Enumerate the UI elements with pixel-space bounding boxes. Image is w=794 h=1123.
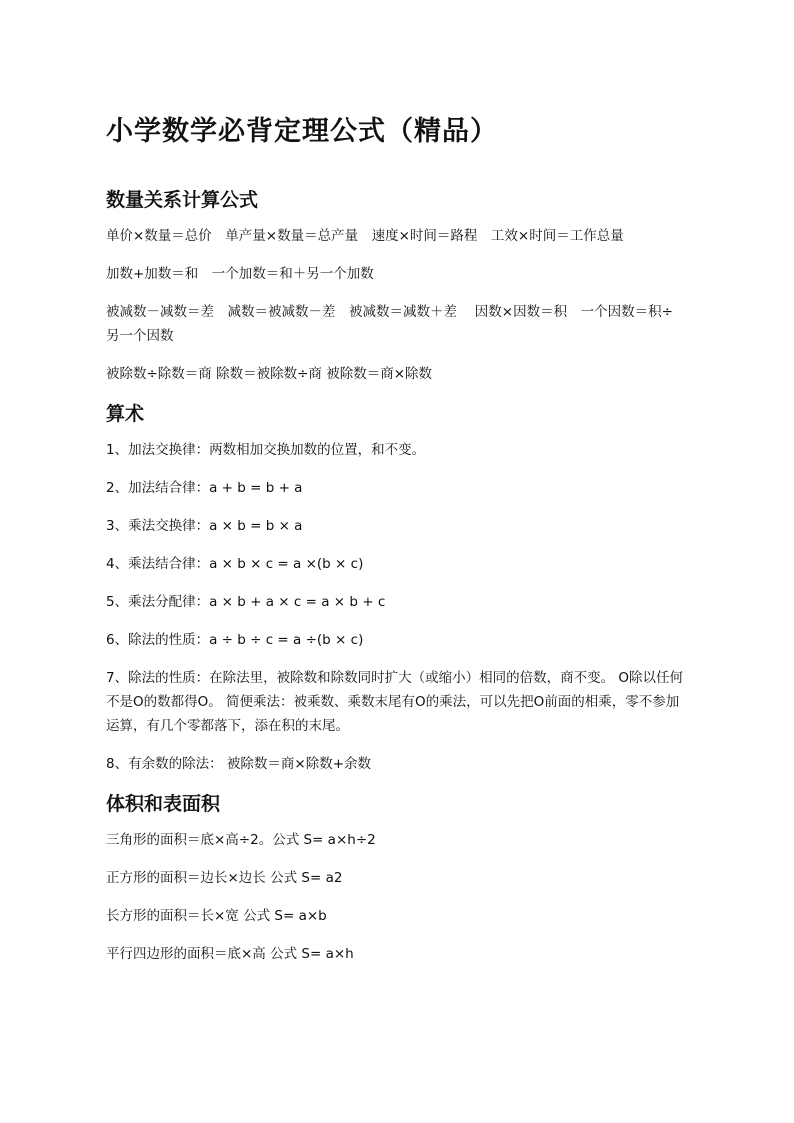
paragraph: 长方形的面积＝长×宽 公式 S= a×b	[106, 908, 327, 924]
paragraph: 三角形的面积＝底×高÷2。公式 S= a×h÷2	[106, 832, 376, 848]
section-heading: 算术	[106, 403, 145, 425]
paragraph: 被减数－减数＝差 减数＝被减数－差 被减数＝减数＋差 因数×因数＝积 一个因数＝积÷另一个因数	[106, 304, 673, 344]
paragraph: 2、加法结合律：a + b = b + a	[106, 480, 303, 496]
document-page	[106, 112, 686, 980]
paragraph: 6、除法的性质：a ÷ b ÷ c = a ÷(b × c)	[106, 632, 364, 648]
section-heading: 体积和表面积	[106, 793, 221, 815]
paragraph: 1、加法交换律：两数相加交换加数的位置，和不变。	[106, 442, 426, 458]
section-heading: 数量关系计算公式	[106, 189, 259, 211]
section-quantity-relations	[106, 186, 686, 386]
paragraph: 被除数÷除数＝商 除数＝被除数÷商 被除数＝商×除数	[106, 366, 433, 382]
section-volume-surface-area	[106, 790, 686, 966]
document-title: 小学数学必背定理公式（精品）	[106, 116, 498, 147]
paragraph: 3、乘法交换律：a × b = b × a	[106, 518, 303, 534]
paragraph: 平行四边形的面积＝底×高 公式 S= a×h	[106, 946, 354, 962]
paragraph: 7、除法的性质：在除法里，被除数和除数同时扩大（或缩小）相同的倍数，商不变。 O除以任何不是O的数都得O。 简便乘法：被乘数、乘数末尾有O的乘法，可以先把O前面的相乘，零不参加运算，有几个零都落下，添在积的末尾。	[106, 670, 684, 734]
section-arithmetic	[106, 400, 686, 776]
paragraph: 8、有余数的除法： 被除数＝商×除数+余数	[106, 756, 372, 772]
paragraph: 加数+加数＝和 一个加数＝和＋另一个加数	[106, 266, 374, 282]
paragraph: 4、乘法结合律：a × b × c = a ×(b × c)	[106, 556, 364, 572]
paragraph: 5、乘法分配律：a × b + a × c = a × b + c	[106, 594, 386, 610]
paragraph: 正方形的面积＝边长×边长 公式 S= a2	[106, 870, 343, 886]
paragraph: 单价×数量＝总价 单产量×数量＝总产量 速度×时间＝路程 工效×时间＝工作总量	[106, 228, 624, 244]
